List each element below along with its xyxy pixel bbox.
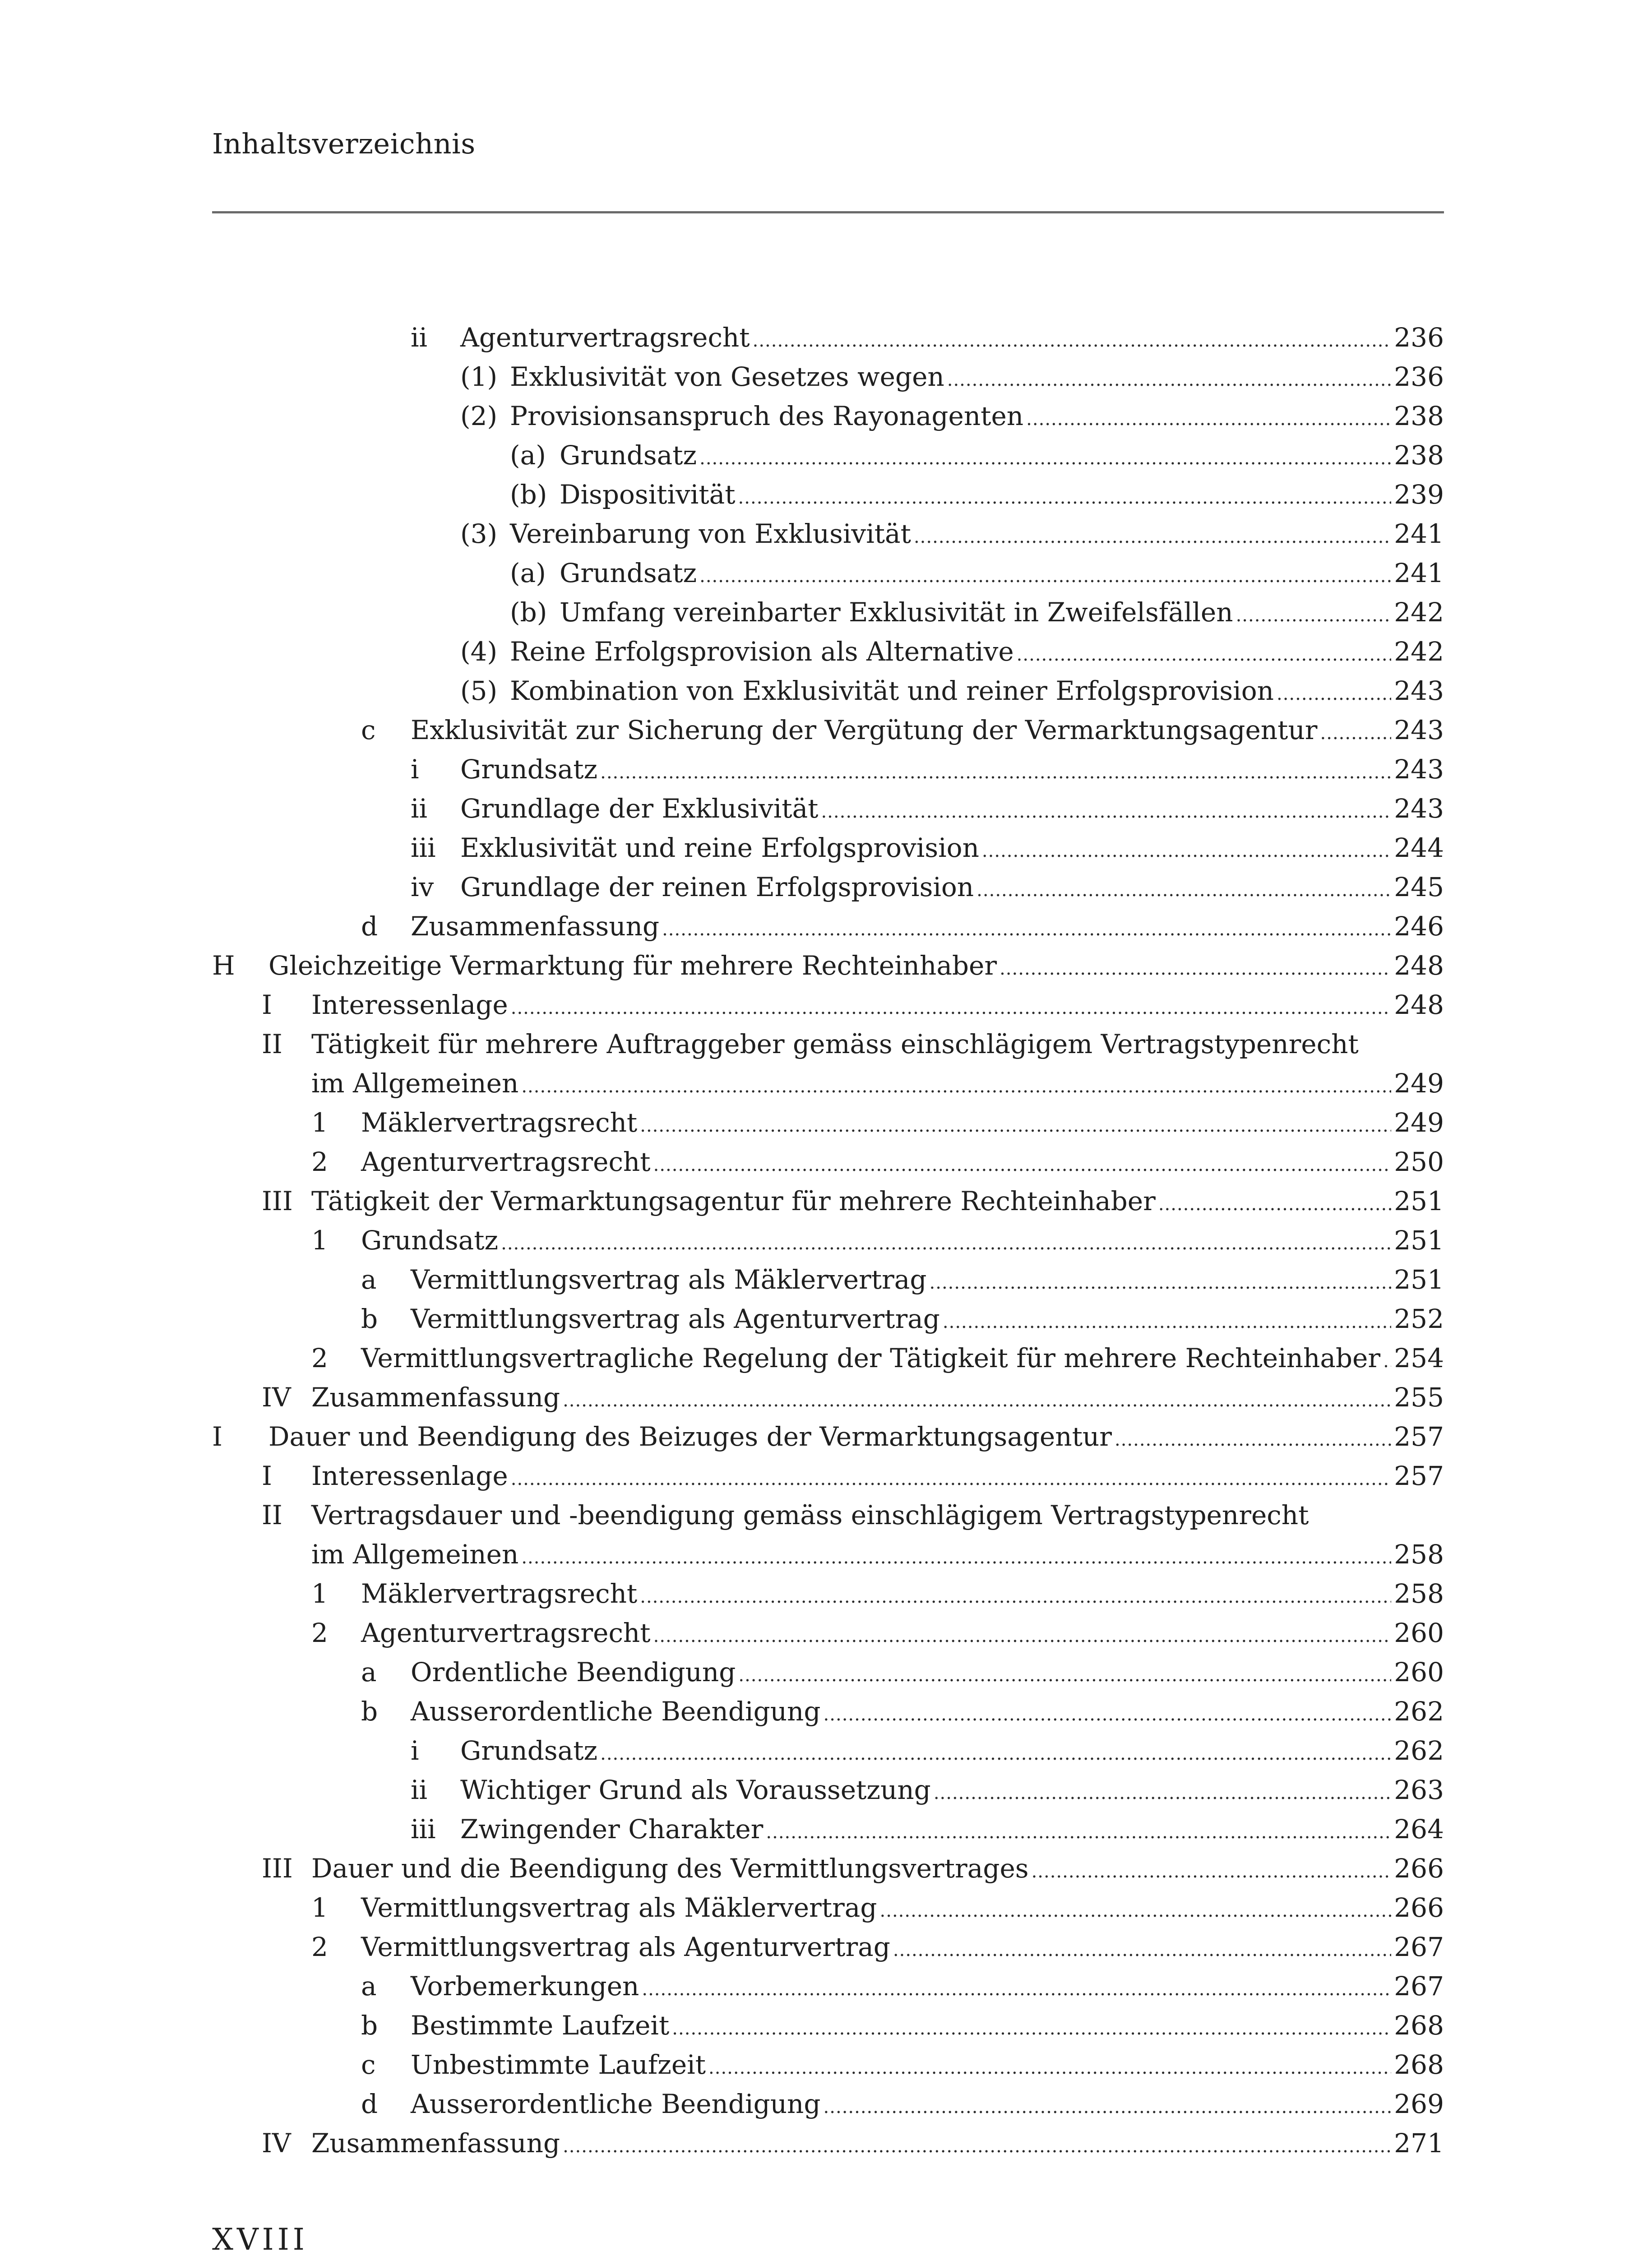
toc-entry-number: 1 bbox=[311, 1578, 328, 1609]
toc-entry-title: im Allgemeinen bbox=[311, 1068, 519, 1099]
toc-entry-number: c bbox=[361, 2049, 376, 2080]
dot-leader bbox=[1017, 635, 1392, 675]
toc-entry bbox=[212, 1378, 1444, 1417]
toc-entry bbox=[212, 1339, 1444, 1378]
toc-entry-title: Exklusivität und reine Erfolgsprovision bbox=[460, 832, 979, 863]
dot-leader bbox=[947, 361, 1392, 400]
toc-entry-number: (2) bbox=[460, 401, 498, 431]
toc-entry-page: 268 bbox=[1394, 2049, 1444, 2080]
toc-entry-title: Agenturvertragsrecht bbox=[361, 1618, 651, 1648]
dot-leader bbox=[600, 753, 1391, 792]
toc-entry bbox=[212, 1142, 1444, 1182]
toc-entry-number: i bbox=[411, 1735, 419, 1766]
toc-entry-number: I bbox=[262, 989, 272, 1020]
toc-entry-number: d bbox=[361, 911, 378, 942]
dot-leader bbox=[672, 2009, 1391, 2048]
toc-entry-title: Bestimmte Laufzeit bbox=[411, 2010, 670, 2041]
toc-entry-number: b bbox=[361, 1304, 378, 1334]
toc-entry bbox=[212, 789, 1444, 828]
toc-entry-title: Grundsatz bbox=[460, 1735, 598, 1766]
toc-entry bbox=[212, 1496, 1444, 1574]
header-rule bbox=[212, 211, 1444, 213]
toc-entry-title: Interessenlage bbox=[311, 989, 508, 1020]
dot-leader bbox=[893, 1931, 1391, 1970]
toc-entry-number: ii bbox=[411, 322, 428, 353]
toc-entry-number: II bbox=[262, 1029, 282, 1059]
toc-entry-page: 242 bbox=[1394, 597, 1444, 628]
toc-entry-page: 262 bbox=[1394, 1696, 1444, 1727]
toc-entry-title: Vermittlungsvertrag als Mäklervertrag bbox=[411, 1264, 927, 1295]
toc-entry bbox=[212, 1182, 1444, 1221]
toc-entry-title: Dispositivität bbox=[560, 479, 736, 510]
toc-entry-title: im Allgemeinen bbox=[311, 1539, 519, 1570]
toc-entry-page: 246 bbox=[1394, 911, 1444, 942]
toc-entry-title: Umfang vereinbarter Exklusivität in Zweifelsfällen bbox=[560, 597, 1233, 628]
toc-entry bbox=[212, 1692, 1444, 1731]
toc-entry bbox=[212, 907, 1444, 946]
toc-entry-page: 249 bbox=[1394, 1068, 1444, 1099]
toc-entry-title: Vorbemerkungen bbox=[411, 1971, 639, 2002]
toc-entry bbox=[212, 750, 1444, 789]
toc-entry-title: Grundlage der Exklusivität bbox=[460, 793, 819, 824]
toc-entry-page: 238 bbox=[1394, 401, 1444, 431]
toc-entry-title: Reine Erfolgsprovision als Alternative bbox=[510, 636, 1014, 667]
toc-entry-page: 248 bbox=[1394, 950, 1444, 981]
toc-entry-title: Zwingender Charakter bbox=[460, 1814, 764, 1845]
toc-entry-number: b bbox=[361, 1696, 378, 1727]
dot-leader bbox=[511, 989, 1392, 1028]
dot-leader bbox=[563, 2127, 1391, 2166]
toc-entry-page: 257 bbox=[1394, 1421, 1444, 1452]
toc-entry-number: (5) bbox=[460, 675, 498, 706]
dot-leader bbox=[1026, 400, 1391, 439]
toc-entry-page: 266 bbox=[1394, 1892, 1444, 1923]
dot-leader bbox=[738, 1656, 1391, 1695]
dot-leader bbox=[640, 1106, 1391, 1146]
toc-entry bbox=[212, 1653, 1444, 1692]
dot-leader bbox=[934, 1774, 1391, 1813]
toc-entry-number: H bbox=[212, 950, 235, 981]
toc-entry-title: Vermittlungsvertrag als Mäklervertrag bbox=[361, 1892, 877, 1923]
toc-entry-number: (3) bbox=[460, 518, 498, 549]
dot-leader bbox=[1236, 596, 1392, 635]
toc-entry-number: b bbox=[361, 2010, 378, 2041]
toc-entry bbox=[212, 1260, 1444, 1299]
toc-entry-number: (1) bbox=[460, 361, 498, 392]
dot-leader bbox=[930, 1263, 1392, 1303]
toc-entry-page: 267 bbox=[1394, 1932, 1444, 1962]
toc-entry-page: 266 bbox=[1394, 1853, 1444, 1884]
toc-entry-title: Vermittlungsvertragliche Regelung der Tätigkeit für mehrere Rechteinhaber bbox=[361, 1343, 1381, 1373]
toc-entry-page: 236 bbox=[1394, 322, 1444, 353]
toc-entry-page: 258 bbox=[1394, 1578, 1444, 1609]
toc-entry-title: Ausserordentliche Beendigung bbox=[411, 1696, 821, 1727]
toc-entry bbox=[212, 1967, 1444, 2006]
toc-entry bbox=[212, 1456, 1444, 1496]
toc-entry-page: 242 bbox=[1394, 636, 1444, 667]
toc-entry bbox=[212, 357, 1444, 397]
toc-entry-title: Vermittlungsvertrag als Agenturvertrag bbox=[411, 1304, 940, 1334]
toc-entry-page: 262 bbox=[1394, 1735, 1444, 1766]
toc-entry bbox=[212, 828, 1444, 868]
toc-entry bbox=[212, 946, 1444, 985]
table-of-contents bbox=[212, 318, 1444, 2163]
toc-entry-number: 1 bbox=[311, 1892, 328, 1923]
toc-entry-number: II bbox=[262, 1500, 282, 1530]
toc-entry-title: Tätigkeit der Vermarktungsagentur für mehrere Rechteinhaber bbox=[311, 1186, 1156, 1216]
toc-entry-title: Zusammenfassung bbox=[311, 2128, 560, 2159]
toc-entry-number: I bbox=[212, 1421, 222, 1452]
toc-entry-title: Agenturvertragsrecht bbox=[361, 1146, 651, 1177]
toc-entry bbox=[212, 514, 1444, 554]
toc-entry bbox=[212, 2085, 1444, 2124]
toc-entry-title: Grundsatz bbox=[460, 754, 598, 785]
toc-entry bbox=[212, 318, 1444, 357]
toc-entry-number: c bbox=[361, 715, 376, 745]
toc-entry-title: Mäklervertragsrecht bbox=[361, 1578, 638, 1609]
toc-entry-page: 250 bbox=[1394, 1146, 1444, 1177]
toc-entry-title: Grundlage der reinen Erfolgsprovision bbox=[460, 872, 974, 902]
toc-entry-page: 268 bbox=[1394, 2010, 1444, 2041]
toc-entry-page: 254 bbox=[1394, 1343, 1444, 1373]
toc-entry-title: Interessenlage bbox=[311, 1461, 508, 1491]
toc-entry-number: IV bbox=[262, 2128, 291, 2159]
dot-leader bbox=[662, 910, 1391, 949]
toc-entry-number: III bbox=[262, 1853, 293, 1884]
toc-entry bbox=[212, 1613, 1444, 1653]
dot-leader bbox=[821, 792, 1391, 832]
toc-entry-number: d bbox=[361, 2089, 378, 2119]
toc-entry-page: 264 bbox=[1394, 1814, 1444, 1845]
toc-entry-number: a bbox=[361, 1264, 377, 1295]
toc-entry-number: (4) bbox=[460, 636, 498, 667]
toc-entry bbox=[212, 868, 1444, 907]
toc-entry-number: 2 bbox=[311, 1146, 328, 1177]
toc-entry-number: ii bbox=[411, 1775, 428, 1805]
toc-entry-title: Wichtiger Grund als Voraussetzung bbox=[460, 1775, 931, 1805]
toc-entry-number: a bbox=[361, 1971, 377, 2002]
dot-leader bbox=[766, 1813, 1391, 1852]
toc-entry-number: (a) bbox=[510, 558, 546, 588]
toc-entry bbox=[212, 475, 1444, 514]
dot-leader bbox=[914, 518, 1391, 557]
toc-entry-page: 271 bbox=[1394, 2128, 1444, 2159]
toc-entry bbox=[212, 632, 1444, 671]
dot-leader bbox=[824, 1695, 1392, 1734]
toc-entry-page: 243 bbox=[1394, 754, 1444, 785]
toc-entry-page: 238 bbox=[1394, 440, 1444, 471]
toc-entry-title: Dauer und Beendigung des Beizuges der Vermarktungsagentur bbox=[268, 1421, 1112, 1452]
dot-leader bbox=[753, 321, 1392, 361]
toc-entry bbox=[212, 985, 1444, 1025]
dot-leader bbox=[1032, 1852, 1392, 1891]
dot-leader bbox=[501, 1224, 1391, 1263]
dot-leader bbox=[982, 832, 1391, 871]
toc-entry-title: Mäklervertragsrecht bbox=[361, 1107, 638, 1138]
toc-entry bbox=[212, 2124, 1444, 2163]
toc-entry-number: (a) bbox=[510, 440, 546, 471]
dot-leader bbox=[708, 2048, 1391, 2088]
toc-entry-title: Ausserordentliche Beendigung bbox=[411, 2089, 821, 2119]
toc-entry-title: Provisionsanspruch des Rayonagenten bbox=[510, 401, 1024, 431]
toc-entry-number: 2 bbox=[311, 1618, 328, 1648]
running-header: Inhaltsverzeichnis bbox=[212, 127, 476, 160]
dot-leader bbox=[1158, 1185, 1391, 1224]
toc-entry-title: Agenturvertragsrecht bbox=[460, 322, 750, 353]
toc-entry-page: 267 bbox=[1394, 1971, 1444, 2002]
dot-leader bbox=[1320, 714, 1392, 753]
toc-entry-page: 258 bbox=[1394, 1539, 1444, 1570]
toc-entry-number: (b) bbox=[510, 597, 547, 628]
toc-entry bbox=[212, 671, 1444, 711]
dot-leader bbox=[653, 1617, 1392, 1656]
toc-entry bbox=[212, 1025, 1444, 1103]
dot-leader bbox=[1277, 675, 1391, 714]
toc-entry-page: 241 bbox=[1394, 558, 1444, 588]
dot-leader bbox=[511, 1460, 1392, 1499]
toc-entry-title: Vertragsdauer und -beendigung gemäss einschlägigem Vertragstypenrecht bbox=[311, 1500, 1309, 1530]
dot-leader bbox=[976, 871, 1391, 910]
dot-leader bbox=[640, 1577, 1391, 1617]
dot-leader bbox=[699, 439, 1391, 478]
toc-entry-page: 260 bbox=[1394, 1657, 1444, 1687]
toc-entry-number: 1 bbox=[311, 1107, 328, 1138]
toc-entry bbox=[212, 2006, 1444, 2045]
toc-entry-title: Exklusivität zur Sicherung der Vergütung der Vermarktungsagentur bbox=[411, 715, 1318, 745]
toc-entry-page: 243 bbox=[1394, 715, 1444, 745]
dot-leader bbox=[521, 1538, 1391, 1577]
toc-entry-page: 269 bbox=[1394, 2089, 1444, 2119]
toc-entry-number: ii bbox=[411, 793, 428, 824]
dot-leader bbox=[943, 1303, 1391, 1342]
toc-entry-page: 255 bbox=[1394, 1382, 1444, 1413]
toc-entry-title: Ordentliche Beendigung bbox=[411, 1657, 736, 1687]
toc-entry-page: 251 bbox=[1394, 1264, 1444, 1295]
dot-leader bbox=[1000, 949, 1391, 989]
toc-entry-number: iii bbox=[411, 832, 436, 863]
toc-entry-page: 257 bbox=[1394, 1461, 1444, 1491]
toc-entry-page: 239 bbox=[1394, 479, 1444, 510]
toc-entry-number: 2 bbox=[311, 1343, 328, 1373]
toc-entry-title: Zusammenfassung bbox=[311, 1382, 560, 1413]
toc-entry bbox=[212, 1103, 1444, 1142]
toc-entry-page: 241 bbox=[1394, 518, 1444, 549]
toc-entry-number: (b) bbox=[510, 479, 547, 510]
toc-entry-page: 249 bbox=[1394, 1107, 1444, 1138]
toc-entry bbox=[212, 436, 1444, 475]
toc-entry-number: 2 bbox=[311, 1932, 328, 1962]
toc-entry-number: iv bbox=[411, 872, 434, 902]
toc-entry-title: Kombination von Exklusivität und reiner Erfolgsprovision bbox=[510, 675, 1274, 706]
toc-entry-page: 251 bbox=[1394, 1225, 1444, 1256]
dot-leader bbox=[1115, 1420, 1391, 1460]
toc-entry-number: IV bbox=[262, 1382, 291, 1413]
toc-entry-page: 243 bbox=[1394, 675, 1444, 706]
toc-entry-title: Grundsatz bbox=[560, 558, 697, 588]
toc-entry-number: III bbox=[262, 1186, 293, 1216]
toc-entry-page: 243 bbox=[1394, 793, 1444, 824]
toc-entry-page: 252 bbox=[1394, 1304, 1444, 1334]
dot-leader bbox=[699, 557, 1391, 596]
toc-entry bbox=[212, 1810, 1444, 1849]
toc-entry-title: Grundsatz bbox=[560, 440, 697, 471]
toc-entry-title: Vereinbarung von Exklusivität bbox=[510, 518, 911, 549]
toc-entry bbox=[212, 1574, 1444, 1613]
toc-entry-number: I bbox=[262, 1461, 272, 1491]
toc-entry-page: 236 bbox=[1394, 361, 1444, 392]
dot-leader bbox=[600, 1734, 1391, 1774]
toc-entry-page: 248 bbox=[1394, 989, 1444, 1020]
toc-entry bbox=[212, 1771, 1444, 1810]
dot-leader bbox=[563, 1381, 1391, 1420]
toc-entry bbox=[212, 2045, 1444, 2085]
dot-leader bbox=[521, 1067, 1391, 1106]
toc-entry-page: 263 bbox=[1394, 1775, 1444, 1805]
dot-leader bbox=[824, 2088, 1392, 2127]
toc-entry-title: Gleichzeitige Vermarktung für mehrere Rechteinhaber bbox=[268, 950, 997, 981]
toc-entry bbox=[212, 1849, 1444, 1888]
toc-entry bbox=[212, 1417, 1444, 1456]
toc-entry-title: Grundsatz bbox=[361, 1225, 499, 1256]
toc-entry bbox=[212, 1731, 1444, 1771]
toc-entry bbox=[212, 593, 1444, 632]
dot-leader bbox=[738, 478, 1392, 518]
toc-entry-number: iii bbox=[411, 1814, 436, 1845]
toc-entry-page: 245 bbox=[1394, 872, 1444, 902]
toc-entry bbox=[212, 397, 1444, 436]
toc-entry-number: a bbox=[361, 1657, 377, 1687]
dot-leader bbox=[653, 1146, 1392, 1185]
toc-entry-number: 1 bbox=[311, 1225, 328, 1256]
dot-leader bbox=[880, 1891, 1392, 1931]
toc-entry-number: i bbox=[411, 754, 419, 785]
toc-entry-page: 244 bbox=[1394, 832, 1444, 863]
toc-entry-title: Exklusivität von Gesetzes wegen bbox=[510, 361, 944, 392]
toc-entry-title: Dauer und die Beendigung des Vermittlungsvertrages bbox=[311, 1853, 1029, 1884]
dot-leader bbox=[1383, 1342, 1391, 1381]
toc-entry bbox=[212, 1888, 1444, 1928]
toc-entry-title: Unbestimmte Laufzeit bbox=[411, 2049, 706, 2080]
toc-entry bbox=[212, 554, 1444, 593]
toc-entry-page: 260 bbox=[1394, 1618, 1444, 1648]
toc-entry bbox=[212, 1299, 1444, 1339]
toc-entry bbox=[212, 1221, 1444, 1260]
dot-leader bbox=[642, 1970, 1391, 2009]
toc-entry-title: Tätigkeit für mehrere Auftraggeber gemäss einschlägigem Vertragstypenrecht bbox=[311, 1029, 1359, 1059]
toc-entry bbox=[212, 711, 1444, 750]
toc-entry bbox=[212, 1928, 1444, 1967]
page-number: XVIII bbox=[212, 2222, 308, 2256]
toc-entry-page: 251 bbox=[1394, 1186, 1444, 1216]
toc-entry-title: Zusammenfassung bbox=[411, 911, 660, 942]
toc-entry-title: Vermittlungsvertrag als Agenturvertrag bbox=[361, 1932, 890, 1962]
